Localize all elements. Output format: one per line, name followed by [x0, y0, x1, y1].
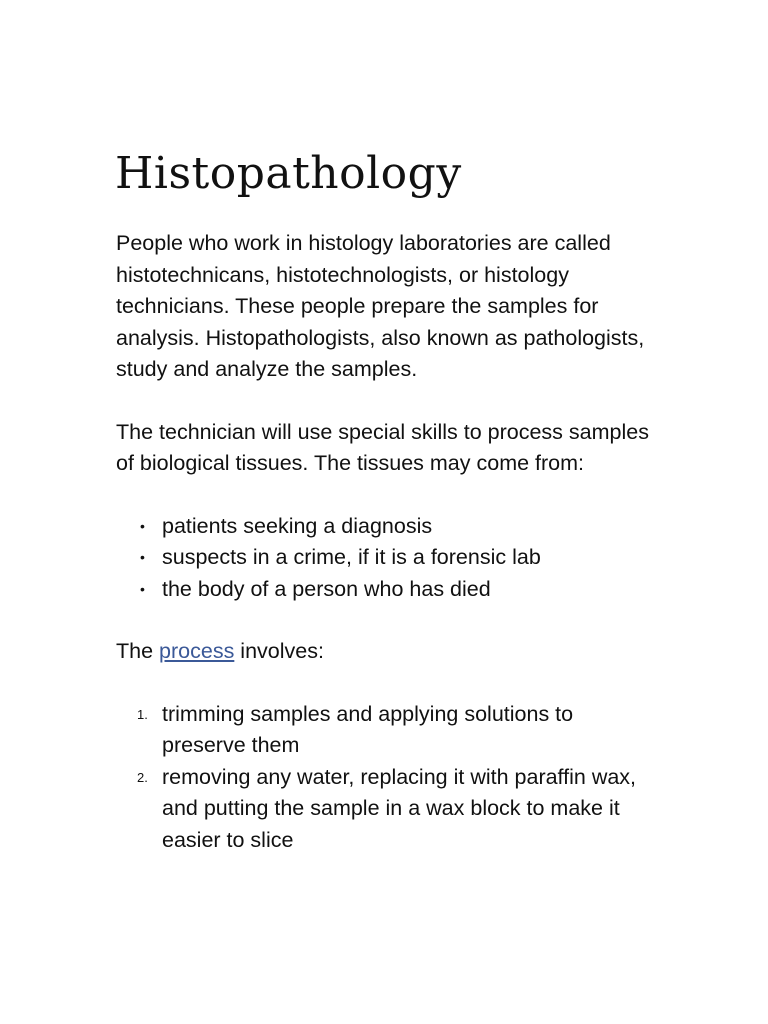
list-item: [116, 574, 656, 606]
tissues-paragraph: The technician will use special skills to process samples of biological tissues. The tissues may come from:: [116, 419, 649, 475]
bullet-icon: •: [140, 580, 145, 597]
process-link[interactable]: process: [159, 639, 235, 663]
process-text-before: The: [116, 639, 160, 663]
step-number: 1.: [137, 706, 148, 722]
intro-paragraph: People who work in histology laboratories are called histotechnicans, histotechnologists, or histology technicians. These people prepare the samples for analysis. Histopathologists, also known as pathologists, study and analyze the samples.: [116, 231, 645, 381]
bullet-icon: •: [140, 549, 145, 565]
process-steps-list: [116, 699, 656, 857]
list-item-text: suspects in a crime, if it is a forensic lab: [162, 545, 541, 569]
list-item-text: patients seeking a diagnosis: [162, 513, 433, 538]
list-item: [116, 762, 656, 857]
list-item: [116, 511, 656, 543]
step-text: removing any water, replacing it with paraffin wax, and putting the sample in a wax block to make it easier to slice: [162, 764, 637, 852]
bullet-icon: •: [140, 517, 145, 534]
list-item: [116, 542, 656, 574]
list-item: [116, 699, 656, 762]
process-paragraph: [116, 636, 656, 668]
step-text: trimming samples and applying solutions to preserve them: [162, 701, 574, 757]
process-text-after: involves:: [234, 639, 324, 663]
document-body: [116, 228, 656, 856]
page-title: Histopathology: [115, 148, 462, 199]
step-number: 2.: [137, 769, 148, 785]
tissue-source-list: [116, 511, 656, 606]
list-item-text: the body of a person who has died: [162, 576, 491, 601]
